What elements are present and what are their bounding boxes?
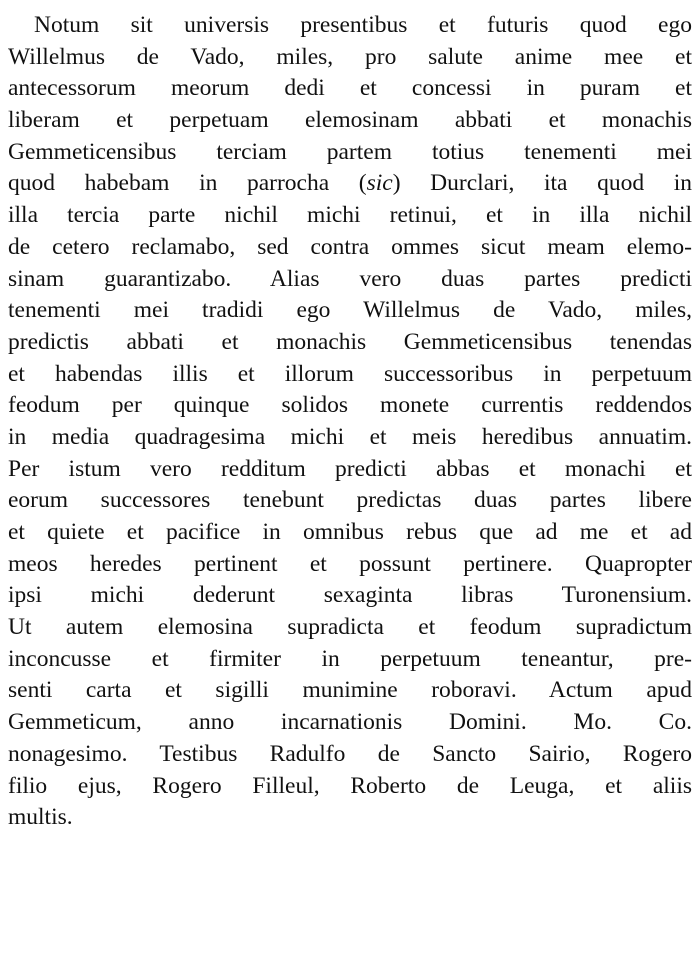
- text-line-19: ipsi michi dederunt sexaginta libras Turonensium.: [8, 582, 692, 609]
- text-line-23: Gemmeticum, anno incarnationis Domini. Mo. Co.: [8, 709, 692, 736]
- text-line-21: inconcusse et firmiter in perpetuum teneantur, pre-: [8, 645, 692, 672]
- text-line-8: de cetero reclamabo, sed contra ommes sicut meam elemo-: [8, 233, 692, 260]
- text-line-13: feodum per quinque solidos monete currentis reddendos: [8, 392, 692, 419]
- text-line-6-after: ) Durclari, ita quod in: [392, 170, 692, 197]
- text-line-22: senti carta et sigilli munimine roboravi. Actum apud: [8, 677, 692, 704]
- text-line-6: [8, 168, 692, 200]
- text-line-20: Ut autem elemosina supradicta et feodum supradictum: [8, 614, 692, 641]
- text-line-17: et quiete et pacifice in omnibus rebus que ad me et ad: [8, 519, 692, 545]
- text-line-25: filio ejus, Rogero Filleul, Roberto de Leuga, et aliis: [8, 772, 692, 799]
- sic-annotation: sic: [366, 170, 393, 197]
- text-line-15: Per istum vero redditum predicti abbas et monachi et: [8, 455, 692, 482]
- text-line-18: meos heredes pertinent et possunt pertinere. Quapropter: [8, 550, 692, 577]
- text-line-12: et habendas illis et illorum successoribus in perpetuum: [8, 360, 692, 387]
- text-line-10: tenementi mei tradidi ego Willelmus de Vado, miles,: [8, 297, 692, 324]
- text-line-14: in media quadragesima michi et meis heredibus annuatim.: [8, 423, 692, 450]
- text-line-26: multis.: [8, 804, 73, 831]
- text-line-9: sinam guarantizabo. Alias vero duas partes predicti: [8, 265, 692, 292]
- text-line-5: Gemmeticensibus terciam partem totius tenementi mei: [8, 138, 692, 165]
- text-line-24: nonagesimo. Testibus Radulfo de Sancto Sairio, Rogero: [8, 740, 692, 767]
- text-line-7: illa tercia parte nichil michi retinui, et in illa nichil: [8, 202, 692, 229]
- text-line-1: Notum sit universis presentibus et futuris quod ego: [34, 12, 692, 38]
- text-line-4: liberam et perpetuam elemosinam abbati et monachis: [8, 107, 692, 134]
- text-line-16: eorum successores tenebunt predictas duas partes libere: [8, 487, 692, 514]
- text-line-6-before: quod habebam in parrocha (: [8, 170, 367, 197]
- text-line-11: predictis abbati et monachis Gemmeticensibus tenendas: [8, 328, 692, 355]
- text-line-2: Willelmus de Vado, miles, pro salute anime mee et: [8, 43, 692, 70]
- text-line-3: antecessorum meorum dedi et concessi in puram et: [8, 75, 692, 102]
